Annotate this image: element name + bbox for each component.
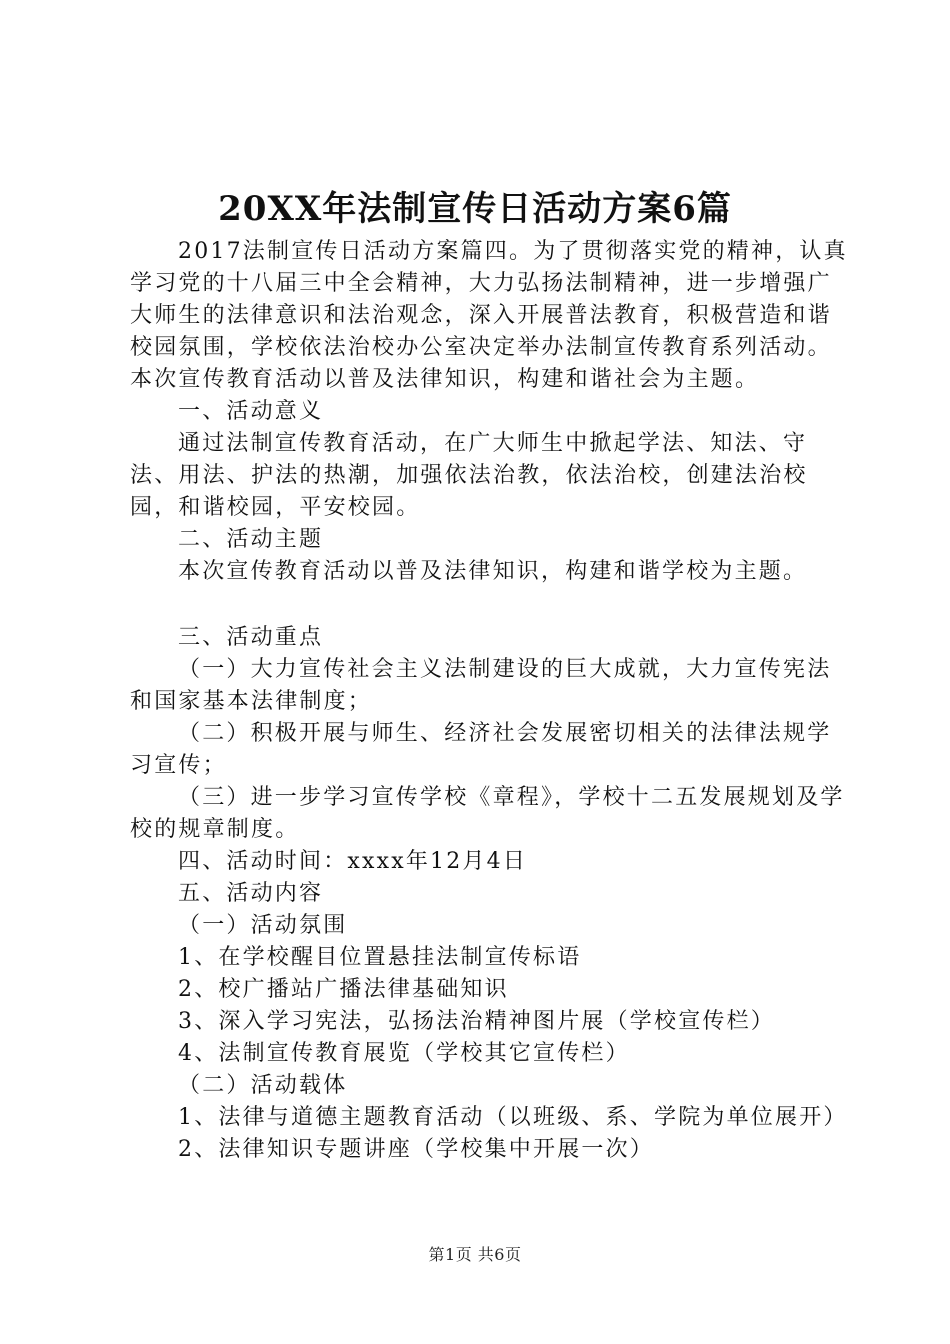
section-heading-time: 四、活动时间：xxxx年12月4日 (178, 849, 528, 874)
section-heading-significance: 一、活动意义 (178, 399, 324, 424)
atmosphere-item-3: 3、深入学习宪法，弘扬法治精神图片展（学校宣传栏） (178, 1009, 775, 1034)
section-heading-focus: 三、活动重点 (178, 625, 324, 650)
carrier-item-2: 2、法律知识专题讲座（学校集中开展一次） (178, 1137, 654, 1162)
document-title: 20XX年法制宣传日活动方案6篇 (218, 189, 732, 229)
carrier-item-1: 1、法律与道德主题教育活动（以班级、系、学院为单位展开） (178, 1105, 848, 1130)
atmosphere-item-4: 4、法制宣传教育展览（学校其它宣传栏） (178, 1041, 630, 1066)
atmosphere-item-1: 1、在学校醒目位置悬挂法制宣传标语 (178, 945, 582, 970)
subheading-carrier: （二）活动载体 (178, 1073, 348, 1098)
document-body (130, 236, 850, 1166)
focus-item-2: （二）积极开展与师生、经济社会发展密切相关的法律法规学习宣传； (130, 721, 832, 778)
atmosphere-item-2: 2、校广播站广播法律基础知识 (178, 977, 509, 1002)
theme-paragraph: 本次宣传教育活动以普及法律知识，构建和谐学校为主题。 (178, 559, 808, 584)
intro-paragraph: 2017法制宣传日活动方案篇四。为了贯彻落实党的精神，认真学习党的十八届三中全会精神，大力弘扬法制精神，进一步增强广大师生的法律意识和法治观念，深入开展普法教育，积极营造和谐校园氛围，学校依法治校办公室决定举办法制宣传教育系列活动。本次宣传教育活动以普及法律知识，构建和谐社会为主题。 (130, 239, 848, 392)
page-footer: 第1页 共6页 (428, 1245, 522, 1264)
focus-item-3: （三）进一步学习宣传学校《章程》，学校十二五发展规划及学校的规章制度。 (130, 785, 845, 842)
subheading-atmosphere: （一）活动氛围 (178, 913, 348, 938)
significance-paragraph: 通过法制宣传教育活动，在广大师生中掀起学法、知法、守法、用法、护法的热潮，加强依法治教，依法治校，创建法治校园，和谐校园，平安校园。 (130, 431, 808, 520)
section-heading-content: 五、活动内容 (178, 881, 324, 906)
focus-item-1: （一）大力宣传社会主义法制建设的巨大成就，大力宣传宪法和国家基本法律制度； (130, 657, 832, 714)
paragraph-spacer (130, 588, 850, 622)
section-heading-theme: 二、活动主题 (178, 527, 324, 552)
